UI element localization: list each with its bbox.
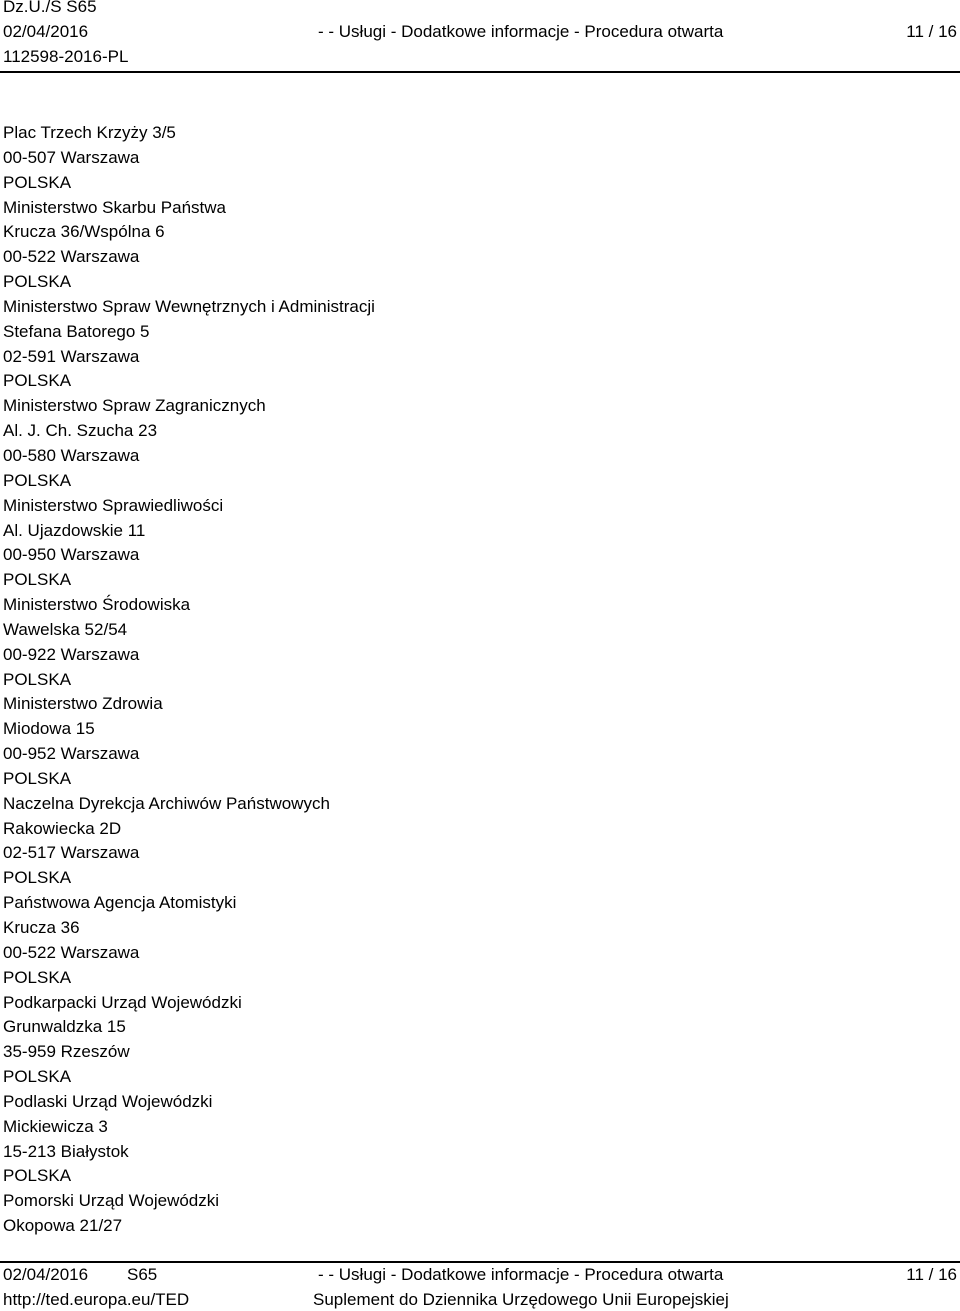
- address-line: Miodowa 15: [3, 719, 95, 739]
- address-line: Plac Trzech Krzyży 3/5: [3, 123, 176, 142]
- address-line: POLSKA: [3, 967, 72, 987]
- address-line: POLSKA: [3, 768, 72, 788]
- address-line: 00-922 Warszawa: [3, 644, 140, 664]
- footer-series: S65: [127, 1265, 158, 1284]
- address-line: Wawelska 52/54: [3, 619, 128, 639]
- address-line: Krucza 36/Wspólna 6: [3, 222, 165, 242]
- header-section: - - Usługi - Dodatkowe informacje - Procedura otwarta: [318, 22, 724, 41]
- footer-section: - - Usługi - Dodatkowe informacje - Procedura otwarta: [318, 1265, 724, 1284]
- notice-id: 112598-2016-PL: [3, 47, 129, 66]
- header-date: 02/04/2016: [3, 22, 89, 41]
- address-line: Państwowa Agencja Atomistyki: [3, 893, 237, 913]
- address-line: 15-213 Białystok: [3, 1141, 129, 1161]
- address-line: Ministerstwo Środowiska: [3, 595, 191, 615]
- address-line: Krucza 36: [3, 918, 80, 937]
- address-line: POLSKA: [3, 669, 72, 689]
- footer-page-number: 11 / 16: [906, 1265, 957, 1284]
- address-line: POLSKA: [3, 371, 72, 391]
- address-line: Podkarpacki Urząd Wojewódzki: [3, 992, 242, 1012]
- address-line: Podlaski Urząd Wojewódzki: [3, 1091, 213, 1111]
- address-line: Rakowiecka 2D: [3, 818, 122, 838]
- address-line: 00-950 Warszawa: [3, 545, 140, 565]
- address-line: Ministerstwo Sprawiedliwości: [3, 495, 224, 515]
- address-line: Okopowa 21/27: [3, 1216, 123, 1236]
- address-line: 00-952 Warszawa: [3, 744, 140, 764]
- address-line: POLSKA: [3, 1166, 72, 1186]
- address-line: 00-522 Warszawa: [3, 247, 140, 267]
- address-line: Al. J. Ch. Szucha 23: [3, 421, 158, 441]
- address-line: POLSKA: [3, 868, 72, 888]
- header-page-number: 11 / 16: [906, 22, 957, 41]
- address-line: Pomorski Urząd Wojewódzki: [3, 1191, 220, 1211]
- address-list: [3, 121, 375, 1239]
- address-line: Ministerstwo Skarbu Państwa: [3, 197, 226, 217]
- address-line: Stefana Batorego 5: [3, 321, 150, 341]
- address-line: POLSKA: [3, 470, 72, 490]
- address-line: 02-517 Warszawa: [3, 843, 140, 863]
- address-line: POLSKA: [3, 272, 72, 292]
- footer-supplement: Suplement do Dziennika Urzędowego Unii Europejskiej: [313, 1290, 729, 1309]
- address-line: POLSKA: [3, 172, 72, 192]
- address-line: Grunwaldzka 15: [3, 1017, 126, 1037]
- address-line: 00-507 Warszawa: [3, 147, 140, 167]
- footer-divider: [0, 1261, 960, 1263]
- address-line: POLSKA: [3, 1067, 72, 1087]
- footer-date: 02/04/2016: [3, 1265, 89, 1284]
- address-line: Al. Ujazdowskie 11: [3, 520, 146, 540]
- address-line: Ministerstwo Spraw Wewnętrznych i Administracji: [3, 296, 375, 316]
- address-line: Mickiewicza 3: [3, 1116, 108, 1136]
- address-line: 35-959 Rzeszów: [3, 1042, 130, 1062]
- address-line: Ministerstwo Zdrowia: [3, 694, 163, 714]
- header-divider: [0, 71, 960, 73]
- address-line: 00-522 Warszawa: [3, 942, 140, 962]
- footer-url[interactable]: http://ted.europa.eu/TED: [3, 1290, 190, 1309]
- address-line: 02-591 Warszawa: [3, 346, 140, 366]
- address-line: Ministerstwo Spraw Zagranicznych: [3, 396, 266, 416]
- address-line: POLSKA: [3, 570, 72, 590]
- address-line: 00-580 Warszawa: [3, 445, 140, 465]
- address-line: Naczelna Dyrekcja Archiwów Państwowych: [3, 793, 330, 813]
- journal-ref: Dz.U./S S65: [3, 0, 97, 16]
